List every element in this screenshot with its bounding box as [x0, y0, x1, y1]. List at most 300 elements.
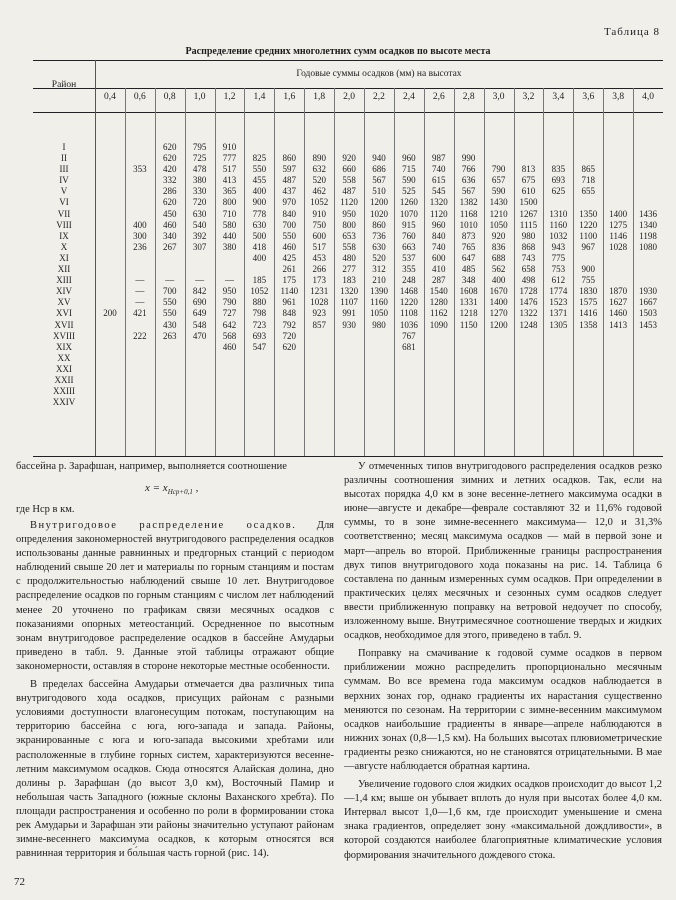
table-cell: —: [195, 275, 205, 286]
table-cell: [155, 364, 185, 375]
table-cell: 1146: [609, 230, 627, 241]
table-cell: [603, 186, 633, 197]
table-cell: [394, 375, 424, 386]
table-cell: 1210: [489, 208, 508, 219]
table-column: [185, 142, 215, 408]
table-cell: [125, 153, 155, 164]
table-cell: 392: [192, 230, 207, 241]
table-cell: [573, 331, 603, 342]
table-cell: [424, 375, 454, 386]
table-cell: 548: [192, 319, 207, 330]
table-cell: 960: [402, 153, 416, 164]
table-cell: [633, 275, 663, 286]
table-cell: 655: [581, 186, 595, 197]
table-cell: 1436: [639, 208, 658, 219]
table-cell: [215, 397, 245, 408]
table-cell: 1305: [549, 319, 568, 330]
table-cell: [95, 320, 125, 331]
table-cell: 547: [252, 341, 267, 352]
table-cell: [573, 197, 603, 208]
table-cell: 825: [252, 153, 267, 164]
table-cell: [185, 364, 215, 375]
height-header: 2,2: [373, 92, 385, 102]
height-header: 2,8: [462, 92, 475, 102]
table-cell: 842: [192, 286, 207, 297]
table-cell: 777: [222, 153, 237, 164]
table-cell: 750: [312, 219, 326, 230]
table-cell: [424, 397, 454, 408]
table-cell: [573, 353, 603, 364]
table-cell: [334, 386, 364, 397]
table-cell: [603, 253, 633, 264]
table-cell: [514, 364, 544, 375]
table-cell: [424, 364, 454, 375]
table-cell: 1575: [579, 297, 598, 308]
table-cell: [633, 197, 663, 208]
table-cell: 450: [162, 208, 177, 219]
table-cell: 840: [432, 230, 446, 241]
table-cell: [514, 153, 544, 164]
table-cell: [95, 153, 125, 164]
region-label: VI: [59, 197, 69, 208]
table-cell: 1028: [310, 297, 329, 308]
table-cell: 1270: [489, 308, 508, 319]
table-cell: 1728: [519, 286, 538, 297]
table-cell: 355: [402, 264, 416, 275]
table-cell: [633, 397, 663, 408]
table-cell: [125, 386, 155, 397]
table-cell: 1248: [519, 319, 538, 330]
table-cell: 380: [222, 241, 237, 252]
table-cell: 562: [491, 264, 506, 275]
table-column: [394, 142, 424, 408]
table-cell: 1080: [639, 241, 658, 252]
table-cell: 610: [521, 186, 536, 197]
formula-subscript: Hср+0,1: [167, 488, 193, 497]
table-cell: 723: [252, 319, 267, 330]
table-cell: 792: [282, 319, 297, 330]
table-cell: [424, 386, 454, 397]
region-label: XI: [59, 252, 69, 263]
table-column: [364, 142, 394, 408]
table-cell: 312: [372, 264, 386, 275]
table-cell: [125, 342, 155, 353]
table-cell: [603, 386, 633, 397]
table-cell: 277: [342, 264, 356, 275]
table-cell: 418: [252, 241, 267, 252]
table-cell: 1460: [609, 308, 628, 319]
table-cell: [274, 397, 304, 408]
table-cell: [304, 342, 334, 353]
table-cell: [155, 353, 185, 364]
table-cell: 332: [162, 175, 177, 186]
table-cell: [95, 397, 125, 408]
table-cell: [95, 386, 125, 397]
table-cell: [274, 386, 304, 397]
table-cell: 1032: [549, 230, 568, 241]
table-cell: 400: [491, 275, 506, 286]
table-cell: 620: [282, 341, 297, 352]
table-column: [454, 142, 484, 408]
table-cell: 1198: [639, 230, 657, 241]
region-label: IX: [59, 230, 69, 241]
table-cell: [274, 364, 304, 375]
table-cell: 636: [461, 175, 476, 186]
table-cell: 620: [162, 142, 177, 152]
table-cell: 1090: [429, 319, 448, 330]
table-cell: 686: [372, 164, 386, 175]
table-cell: [514, 375, 544, 386]
table-cell: 880: [252, 297, 267, 308]
table-cell: [573, 397, 603, 408]
table-cell: 307: [192, 241, 207, 252]
table-cell: 453: [312, 252, 326, 263]
table-cell: [95, 220, 125, 231]
table-cell: 813: [521, 164, 536, 175]
table-cell: 263: [162, 330, 177, 341]
table-cell: 753: [551, 264, 566, 275]
region-label: VII: [57, 208, 71, 219]
table-cell: [185, 375, 215, 386]
table-cell: 950: [222, 286, 237, 297]
table-cell: [603, 375, 633, 386]
table-cell: [603, 397, 633, 408]
table-cell: 1107: [340, 297, 358, 308]
table-cell: [304, 375, 334, 386]
table-cell: 625: [551, 186, 566, 197]
table-cell: [244, 353, 274, 364]
table-column: [514, 142, 544, 408]
table-cell: [364, 342, 394, 353]
table-cell: 800: [222, 197, 237, 208]
table-cell: [364, 353, 394, 364]
table-cell: [633, 164, 663, 175]
right-paragraph-3: Увеличение годового слоя жидких осадков происходит до высот 1,2—1,4 км; выше он убывает вплоть до нуля при высотах более 4,0 км. Интервал высот 1,0—1,6 км, где происходит уменьшение и смена знака градиентов, определяет зону «максимальной дождливости», в которой создаются наиболее благоприятные климатические условия формирования значительного дождевого стока.: [344, 779, 662, 861]
region-label: XVII: [54, 319, 74, 330]
table-cell: 710: [222, 208, 237, 219]
table-cell: [215, 364, 245, 375]
table-cell: 647: [461, 252, 476, 263]
table-cell: 987: [432, 153, 446, 164]
table-cell: 1413: [609, 319, 628, 330]
table-cell: 430: [162, 319, 177, 330]
section-heading: Внутригодовое распределение осадков.: [30, 520, 297, 531]
table-cell: [244, 264, 274, 275]
table-cell: 930: [342, 319, 356, 330]
table-cell: 1930: [639, 286, 658, 297]
table-cell: 1331: [459, 297, 478, 308]
table-cell: 1267: [519, 208, 538, 219]
table-cell: 800: [342, 219, 356, 230]
table-cell: 848: [282, 308, 297, 319]
table-cell: 236: [133, 241, 147, 252]
table-cell: 567: [372, 175, 386, 186]
table-cell: [185, 353, 215, 364]
table-cell: 550: [162, 297, 177, 308]
table-cell: 795: [192, 142, 207, 152]
table-cell: [95, 231, 125, 242]
table-cell: [394, 353, 424, 364]
table-cell: 798: [252, 308, 267, 319]
table-cell: [633, 253, 663, 264]
table-cell: 517: [312, 241, 326, 252]
table-cell: 185: [252, 275, 267, 286]
table-cell: [603, 342, 633, 353]
table-cell: [603, 197, 633, 208]
table-cell: 865: [581, 164, 595, 175]
precipitation-table: [33, 60, 663, 456]
table-cell: 500: [252, 230, 267, 241]
table-cell: 545: [432, 186, 446, 197]
table-cell: 632: [312, 164, 326, 175]
table-cell: 649: [192, 308, 207, 319]
table-cell: [155, 375, 185, 386]
table-cell: [484, 386, 514, 397]
table-cell: 681: [402, 341, 416, 352]
table-cell: [633, 342, 663, 353]
table-cell: [603, 275, 633, 286]
table-cell: 775: [551, 252, 566, 263]
table-cell: 1320: [340, 286, 359, 297]
table-cell: [543, 375, 573, 386]
region-label: XIII: [56, 275, 72, 286]
table-cell: 478: [192, 164, 207, 175]
table-cell: 920: [491, 230, 506, 241]
table-cell: [364, 142, 394, 153]
height-header: 3,0: [492, 92, 505, 102]
table-cell: 766: [461, 164, 476, 175]
table-cell: 1050: [369, 308, 388, 319]
table-cell: 835: [551, 164, 566, 175]
table-cell: [185, 253, 215, 264]
table-cell: 943: [551, 241, 566, 252]
table-cell: 980: [372, 319, 386, 330]
table-cell: [155, 397, 185, 408]
table-cell: 510: [372, 186, 386, 197]
table-cell: 1168: [459, 208, 478, 219]
table-cell: [215, 264, 245, 275]
table-cell: [95, 186, 125, 197]
table-cell: 790: [222, 297, 237, 308]
table-cell: [543, 142, 573, 153]
table-cell: [95, 142, 125, 153]
table-cell: [603, 331, 633, 342]
table-cell: 1162: [429, 308, 448, 319]
table-cell: 600: [312, 230, 326, 241]
table-cell: [633, 331, 663, 342]
table-cell: 1476: [519, 297, 538, 308]
table-cell: [484, 331, 514, 342]
table-cell: [155, 253, 185, 264]
table-cell: 1010: [459, 219, 478, 230]
table-cell: 1120: [429, 208, 448, 219]
table-cell: [334, 331, 364, 342]
region-label: XXIII: [53, 386, 75, 397]
table-cell: [454, 142, 484, 153]
height-header: 2,0: [343, 92, 356, 102]
table-cell: [334, 342, 364, 353]
table-cell: 1400: [489, 297, 508, 308]
table-cell: [215, 386, 245, 397]
table-cell: 860: [282, 153, 297, 164]
table-cell: [543, 197, 573, 208]
table-cell: [484, 364, 514, 375]
table-cell: [185, 386, 215, 397]
table-cell: 740: [432, 164, 446, 175]
table-cell: [364, 375, 394, 386]
height-header: 3,8: [612, 92, 625, 102]
table-cell: 615: [432, 175, 446, 186]
table-cell: 600: [432, 252, 446, 263]
table-cell: [543, 153, 573, 164]
region-label: VIII: [56, 219, 72, 230]
table-cell: [394, 364, 424, 375]
table-cell: 1774: [549, 286, 568, 297]
table-cell: 1231: [310, 286, 329, 297]
table-cell: 790: [491, 164, 506, 175]
table-cell: 420: [162, 164, 177, 175]
table-cell: 715: [402, 164, 416, 175]
table-column: [633, 142, 663, 408]
table-cell: [364, 364, 394, 375]
table-cell: 1218: [459, 308, 478, 319]
table-label: Таблица 8: [603, 26, 660, 38]
table-cell: 1020: [369, 208, 388, 219]
table-cell: 1115: [519, 219, 538, 230]
region-label: XVI: [56, 308, 72, 319]
formula-main: x = x: [145, 482, 168, 494]
table-cell: 840: [282, 208, 297, 219]
table-cell: [125, 353, 155, 364]
table-cell: [514, 142, 544, 153]
table-cell: [155, 342, 185, 353]
table-cell: [603, 364, 633, 375]
table-cell: 765: [461, 241, 476, 252]
table-cell: [633, 186, 663, 197]
table-cell: [394, 386, 424, 397]
table-cell: [215, 375, 245, 386]
table-cell: 630: [372, 241, 386, 252]
table-cell: 1340: [639, 219, 658, 230]
table-cell: 1870: [609, 286, 628, 297]
table-cell: 525: [402, 186, 416, 197]
region-list: [33, 142, 95, 408]
table-cell: 437: [282, 186, 297, 197]
intro-text: бассейна р. Зарафшан, например, выполняется соотношение: [16, 461, 287, 472]
table-column: [95, 142, 125, 408]
table-cell: [514, 331, 544, 342]
table-cell: 210: [372, 275, 386, 286]
table-cell: 597: [282, 164, 297, 175]
table-cell: 460: [162, 219, 177, 230]
height-header: 3,4: [552, 92, 565, 102]
table-cell: 455: [252, 175, 267, 186]
table-cell: 1416: [579, 308, 598, 319]
table-cell: [633, 353, 663, 364]
table-cell: [573, 364, 603, 375]
region-label: I: [62, 142, 66, 152]
table-cell: 693: [252, 330, 267, 341]
table-cell: 590: [491, 186, 506, 197]
table-cell: [424, 331, 454, 342]
table-title: Распределение средних многолетних сумм осадков по высоте места: [185, 46, 491, 57]
table-cell: [274, 375, 304, 386]
table-column: [424, 142, 454, 408]
table-cell: [603, 153, 633, 164]
table-cell: 980: [521, 230, 536, 241]
table-cell: 760: [402, 230, 416, 241]
table-cell: 462: [312, 186, 326, 197]
table-cell: 400: [133, 219, 147, 230]
table-cell: [334, 364, 364, 375]
table-cell: [514, 397, 544, 408]
table-cell: [394, 142, 424, 153]
table-cell: 868: [521, 241, 536, 252]
table-cell: 173: [312, 275, 326, 286]
table-cell: [543, 364, 573, 375]
table-column: [304, 142, 334, 408]
table-cell: [484, 375, 514, 386]
table-cell: 267: [162, 241, 177, 252]
table-cell: 642: [222, 319, 237, 330]
table-cell: 1670: [489, 286, 508, 297]
table-cell: [95, 297, 125, 308]
table-cell: 967: [581, 241, 595, 252]
table-cell: [304, 353, 334, 364]
table-cell: 1260: [399, 197, 418, 208]
table-cell: 175: [282, 275, 297, 286]
table-cell: 470: [192, 330, 207, 341]
table-cell: 970: [282, 197, 297, 208]
region-label: XXIV: [52, 397, 76, 408]
table-cell: [215, 253, 245, 264]
height-header: 2,6: [432, 92, 445, 102]
table-cell: 380: [192, 175, 207, 186]
height-header: 3,2: [522, 92, 535, 102]
table-column: [603, 142, 633, 408]
table-cell: 410: [432, 264, 446, 275]
table-cell: [573, 375, 603, 386]
section-paragraph-2: В пределах бассейна Амударьи отмечается два различных типа внутригодового хода осадков, присущих районам с разными условиями доступности влагонесущим потокам, поступающим на территорию бассейна с юга, юго-запада и запада. Районы, экранированные с юга и юго-запада высокими хребтами или расположенные в глубине горных систем, характеризуются весенне-летним максимумом осадков. Сюда относятся Алайская долина, дно долины р. Зарафшан (до высот 3,0 км), Восточный Памир и небольшая часть Западного (южные склоны Ваханского хребта). По площади распространения и особенно по роли в формировании стока рек Амударьи и Зарафшан эти районы значительно уступают районам зимне-весеннего максимума осадков, к которым относятся вся равнинная территория и бо́льшая часть горной (рис. 14).: [16, 679, 334, 860]
table-cell: 1382: [459, 197, 478, 208]
height-header: 0,4: [104, 92, 116, 102]
table-cell: 990: [461, 153, 476, 164]
table-cell: 286: [162, 186, 177, 197]
formula: $x = x_{Hср+0,1}$ ,: [145, 482, 199, 497]
table-cell: 421: [133, 308, 147, 319]
table-cell: 248: [402, 275, 416, 286]
table-cell: 1390: [369, 286, 388, 297]
height-header: 4,0: [642, 92, 654, 102]
table-cell: 743: [521, 252, 536, 263]
table-cell: 857: [312, 319, 326, 330]
table-cell: 727: [222, 308, 237, 319]
table-cell: 890: [312, 153, 326, 164]
table-cell: 425: [282, 252, 297, 263]
table-cell: [155, 264, 185, 275]
table-cell: 1540: [429, 286, 448, 297]
table-cell: [454, 364, 484, 375]
table-cell: 1320: [429, 197, 448, 208]
height-header: 1,8: [313, 92, 326, 102]
heights-group-header: Годовые суммы осадков (мм) на высотах: [296, 69, 462, 79]
table-cell: 1310: [549, 208, 568, 219]
table-cell: 485: [461, 264, 476, 275]
table-cell: 498: [521, 275, 536, 286]
table-cell: 612: [551, 275, 566, 286]
table-cell: [543, 386, 573, 397]
table-cell: 537: [402, 252, 416, 263]
